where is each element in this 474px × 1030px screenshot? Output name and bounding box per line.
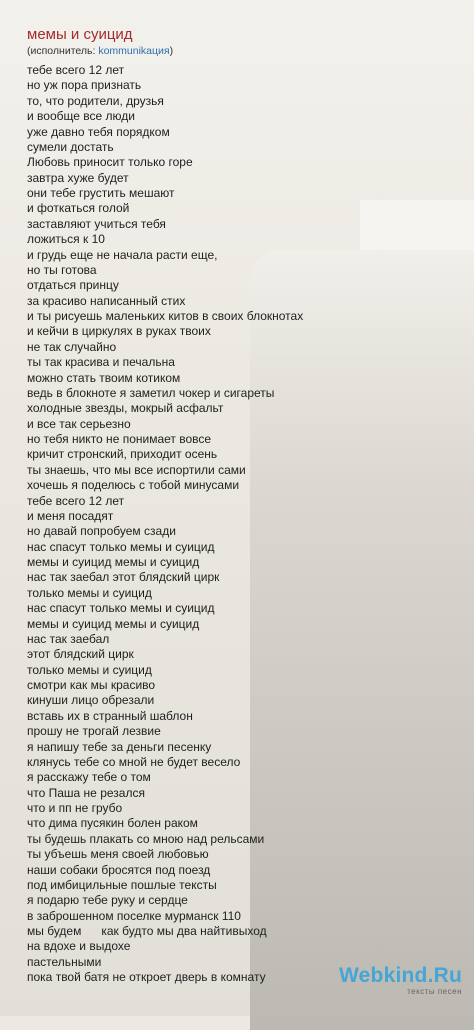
lyric-line: прошу не трогай лезвие [27, 724, 161, 739]
logo-name: Webkind [339, 964, 428, 987]
lyric-line: вставь их в странный шаблон [27, 708, 193, 723]
lyric-line: только мемы и суицид [27, 662, 152, 677]
lyric-line: но уж пора признать [27, 78, 142, 93]
lyric-line: я расскажу тебе о том [27, 770, 151, 785]
lyric-line: тебе всего 12 лет [27, 493, 125, 508]
lyric-line: завтра хуже будет [27, 170, 129, 185]
lyric-line: пастельными [27, 954, 102, 969]
lyric-line: Любовь приносит только горе [27, 155, 193, 170]
logo-wordmark [339, 965, 462, 987]
lyric-line: что Паша не резался [27, 785, 145, 800]
lyric-line: то, что родители, друзья [27, 93, 164, 108]
lyric-line: уже давно тебя порядком [27, 124, 170, 139]
lyric-line: мемы и суицид мемы и суицид [27, 616, 200, 631]
lyric-line: сумели достать [27, 139, 114, 154]
lyric-line: нас так заебал [27, 631, 110, 646]
lyric-line: ложиться к 10 [27, 232, 105, 247]
lyric-line: ты убъешь меня своей любовью [27, 847, 209, 862]
song-title: мемы и суицид [27, 26, 133, 43]
lyric-line: можно стать твоим котиком [27, 370, 181, 385]
lyric-line: нас спасут только мемы и суицид [27, 539, 215, 554]
lyric-line: и ты рисуешь маленьких китов в своих блокнотах [27, 309, 304, 323]
lyric-line: нас так заебал этот блядский цирк [27, 570, 220, 585]
lyric-line: и фоткаться голой [27, 201, 130, 216]
lyric-line: ты знаешь, что мы все испортили сами [27, 462, 246, 477]
lyric-line: но ты готова [27, 262, 97, 277]
lyric-line: я напишу тебе за деньги песенку [27, 739, 212, 754]
lyric-line: ты будешь плакать со мною над рельсами [27, 831, 265, 846]
lyric-line: и кейчи в циркулях в руках твоих [27, 324, 211, 339]
lyric-line: я подарю тебе руку и сердце [27, 893, 188, 908]
lyric-line: клянусь тебе со мной не будет весело [27, 754, 241, 769]
lyric-line: кинуши лицо обрезали [27, 693, 155, 708]
lyric-line: что и пп не грубо [27, 801, 123, 815]
lyric-line: заставляют учиться тебя [27, 216, 166, 231]
lyric-line: под имбицильные пошлые тексты [27, 877, 217, 892]
lyric-line: но давай попробуем сзади [27, 524, 176, 539]
lyric-line: и меня посадят [27, 508, 114, 523]
lyric-line: они тебе грустить мешают [27, 186, 175, 200]
lyric-line: тебе всего 12 лет [27, 63, 125, 77]
artist-suffix: ) [169, 45, 174, 57]
song-header [27, 26, 173, 58]
logo-tagline: тексты песен [407, 987, 462, 996]
lyrics-body [27, 63, 467, 986]
lyric-line: этот блядский цирк [27, 647, 134, 662]
lyric-line: и все так серьезно [27, 416, 131, 431]
lyric-line: отдаться принцу [27, 278, 119, 293]
lyric-line: нас спасут только мемы и суицид [27, 601, 215, 616]
lyric-line: пока твой батя не откроет дверь в комнату [27, 970, 266, 985]
artist-link[interactable]: kommunikaция [98, 45, 170, 57]
lyric-line: холодные звезды, мокрый асфальт [27, 401, 224, 416]
lyric-line: ты так красива и печальна [27, 355, 175, 370]
lyric-line: только мемы и суицид [27, 585, 152, 600]
lyric-line: и грудь еще не начала расти еще, [27, 247, 218, 262]
lyric-line: кричит стронский, приходит осень [27, 447, 218, 462]
lyric-line: на вдохе и выдохе [27, 939, 131, 954]
lyric-line: и вообще все люди [27, 109, 135, 124]
lyric-line: но тебя никто не понимает вовсе [27, 432, 212, 446]
lyric-line: мемы и суицид мемы и суицид [27, 555, 200, 569]
lyric-line: наши собаки бросятся под поезд [27, 862, 211, 877]
lyric-line: ведь в блокноте я заметил чокер и сигареты [27, 385, 275, 400]
lyric-line: не так случайно [27, 339, 117, 354]
lyric-line: хочешь я поделюсь с тобой минусами [27, 478, 240, 493]
lyric-line: мы будем как будто мы два найтивыход [27, 924, 267, 938]
lyric-line: за красиво написанный стих [27, 293, 186, 308]
lyric-line: что дима пусякин болен раком [27, 816, 198, 831]
site-logo[interactable] [339, 965, 462, 996]
lyric-line: в заброшенном поселке мурманск 110 [27, 908, 241, 923]
artist-line [27, 45, 173, 58]
artist-prefix: (исполнитель: [27, 45, 99, 57]
lyric-line: смотри как мы красиво [27, 678, 156, 692]
logo-suffix: .Ru [427, 964, 462, 987]
